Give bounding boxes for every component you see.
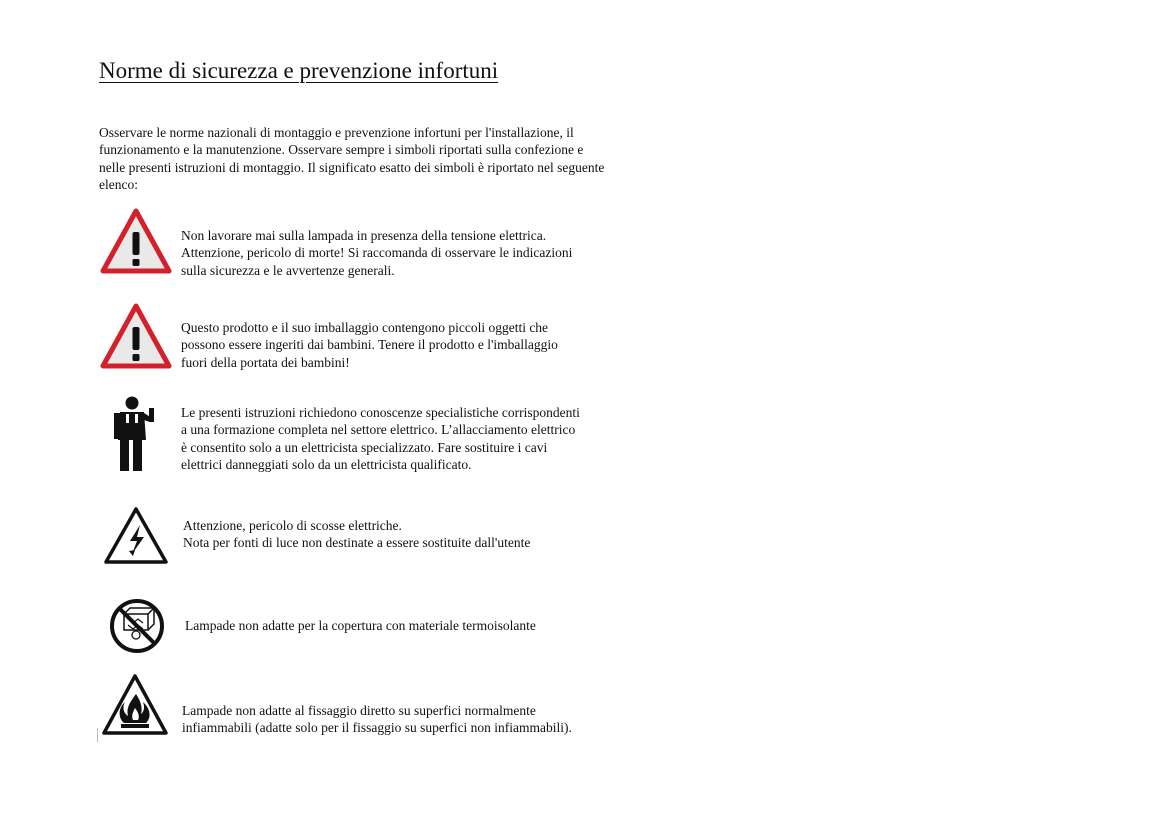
no-insulation-cover-icon xyxy=(108,597,166,655)
page-margin-mark xyxy=(97,728,98,742)
intro-paragraph: Osservare le norme nazionali di montaggio e prevenzione infortuni per l'installazione, il funzionamento e la manutenzione. Osservare sempre i simboli riportati sulla confezione e nelle presenti istruzioni di montaggio. Il significato esatto dei simboli è riportato nel seguente elenco: xyxy=(99,125,605,192)
safety-item-text: Non lavorare mai sulla lampada in presenza della tensione elettrica. Attenzione, pericolo di morte! Si raccomanda di osservare le indicazioni sulla sicurezza e le avvertenze generali. xyxy=(181,228,573,278)
flammable-surface-icon xyxy=(100,672,170,738)
electric-shock-icon xyxy=(102,505,170,567)
warning-triangle-icon xyxy=(100,303,172,371)
safety-item-text: Lampade non adatte al fissaggio diretto su superfici normalmente infiammabili (adatte solo per il fissaggio su superfici non infiammabili). xyxy=(182,703,572,736)
safety-item-text: Lampade non adatte per la copertura con materiale termoisolante xyxy=(185,618,536,633)
warning-triangle-icon xyxy=(100,208,172,276)
electrician-icon xyxy=(112,394,160,474)
safety-item-text: Le presenti istruzioni richiedono conoscenze specialistiche corrispondenti a una formazione completa nel settore elettrico. L’allacciamento elettrico è consentito solo a un elettricista specializzato. Fare sostituire i cavi elettrici danneggiati solo da un elettricista qualificato. xyxy=(181,405,580,472)
safety-item-text: Questo prodotto e il suo imballaggio contengono piccoli oggetti che possono essere ingeriti dai bambini. Tenere il prodotto e l'imballaggio fuori della portata dei bambini! xyxy=(181,320,558,370)
page-title: Norme di sicurezza e prevenzione infortuni xyxy=(99,58,499,83)
safety-item-text: Attenzione, pericolo di scosse elettriche. Nota per fonti di luce non destinate a essere sostituite dall'utente xyxy=(183,518,531,551)
